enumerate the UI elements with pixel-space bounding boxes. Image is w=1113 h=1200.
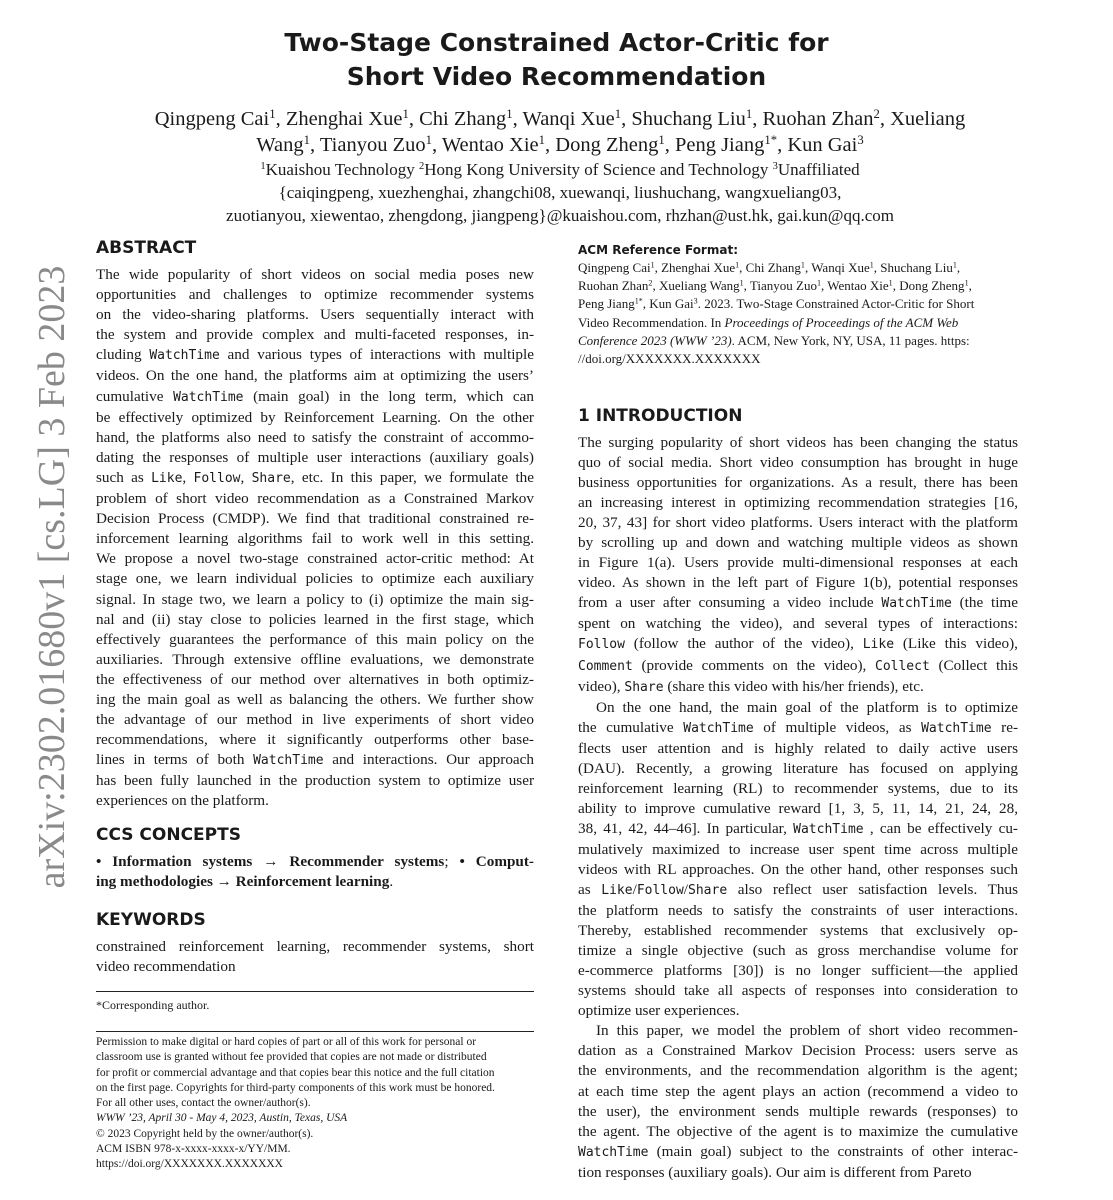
ccs-line-2: ing methodologies → Reinforcement learning. <box>96 873 394 891</box>
abstract-line: stage one, we learn individual policies to optimize each auxiliary <box>96 570 534 588</box>
intro-line: videos with RL approaches. On the other hand, other responses such <box>578 860 1018 878</box>
emails-line-1: {caiqingpeng, xuezhenghai, zhangchi08, xuewanqi, liushuchang, wangxueliang03, <box>278 183 842 202</box>
author-list <box>60 106 1060 158</box>
intro-line: The surging popularity of short videos has been changing the status <box>578 434 1018 451</box>
abstract-line: be effectively optimized by Reinforcement Learning. On the other <box>96 408 534 426</box>
isbn-line: ACM ISBN 978-x-xxxx-xxxx-x/YY/MM. <box>96 1143 291 1156</box>
abstract-line: recommendations, where it significantly outperforms other base- <box>96 731 534 749</box>
intro-line: in Figure 1(a). Users provide multi-dimensional responses at each <box>578 554 1018 572</box>
intro-line: 20, 37, 43] for short video platforms. Users interact with the platform <box>578 514 1018 532</box>
acm-ref-body <box>578 259 1018 368</box>
abstract-line: auxiliaries. Through extensive offline evaluations, we demonstrate <box>96 650 534 668</box>
ccs-line-1: • Information systems → Recommender systems; • Comput- <box>96 853 534 870</box>
intro-line: from a user after consuming a video include WatchTime (the time <box>578 594 1018 612</box>
title-line-2: Short Video Recommendation <box>346 62 767 91</box>
intro-line: Thereby, established recommender systems that exclusively op- <box>578 922 1018 940</box>
intro-line: the user), the environment sends multiple rewards (responses) to <box>578 1102 1018 1120</box>
abstract-line: hand, the platforms also need to satisfy the constraint of accommo- <box>96 428 534 446</box>
intro-line: optimize user experiences. <box>578 1002 740 1020</box>
intro-line: quo of social media. Short video consumption has brought in huge <box>578 454 1018 472</box>
abstract-line: problem of short video recommendation as a Constrained Markov <box>96 490 534 508</box>
permission-line: For all other uses, contact the owner/author(s). <box>96 1097 311 1110</box>
emails-line-2: zuotianyou, xiewentao, zhengdong, jiangpeng}@kuaishou.com, rhzhan@ust.hk, gai.kun@qq.com <box>226 206 894 225</box>
intro-lines <box>578 433 1018 1183</box>
intro-line: (DAU). Recently, a growing literature has focused on applying <box>578 759 1018 777</box>
intro-line: On the one hand, the main goal of the platform is to optimize <box>596 698 1018 716</box>
intro-line: flects user attention and is highly related to daily active users <box>578 739 1018 757</box>
abstract-line: cumulative WatchTime (main goal) in the long term, which can <box>96 387 534 405</box>
permission-line: for profit or commercial advantage and that copies bear this notice and the full citation <box>96 1066 495 1079</box>
ccs-body <box>96 852 534 892</box>
acm-ref-line: Conference 2023 (WWW ’23). ACM, New York, NY, USA, 11 pages. https: <box>578 332 970 348</box>
intro-line: mulatively maximized to increase user spent time across multiple <box>578 840 1018 858</box>
abstract-body <box>96 265 534 812</box>
permission-line: on the first page. Copyrights for third-party components of this work must be honored. <box>96 1081 495 1094</box>
doi-link[interactable]: https://doi.org/XXXXXXX.XXXXXXX <box>96 1158 283 1171</box>
permission-line: classroom use is granted without fee provided that copies are not made or distributed <box>96 1051 487 1064</box>
footnote-rule <box>96 991 534 992</box>
keywords-heading: KEYWORDS <box>96 910 206 930</box>
intro-line: reinforcement learning (RL) to recommender systems, due to its <box>578 779 1018 797</box>
abstract-line: has been fully launched in the production system to optimize user <box>96 772 534 790</box>
abstract-line: dating the responses of multiple user interactions (auxiliary goals) <box>96 448 534 466</box>
affiliations <box>60 158 1060 227</box>
intro-line: timize a single objective (such as gross merchandise volume for <box>578 942 1018 960</box>
permission-block <box>96 1035 534 1173</box>
intro-line: the agent. The objective of the agent is to maximize the cumulative <box>578 1122 1018 1140</box>
intro-line: WatchTime (main goal) subject to the constraints of other interac- <box>578 1142 1018 1160</box>
abstract-line: experiences on the platform. <box>96 792 269 810</box>
acm-ref-line: Ruohan Zhan$^2$, Xueliang Wang$^1$, Tianyou Zuo$^1$, Wentao Xie$^1$, Dong Zheng$^1$, <box>578 278 972 294</box>
title-line-1: Two-Stage Constrained Actor-Critic for <box>284 28 829 57</box>
paper-title <box>0 26 1113 94</box>
intro-line: In this paper, we model the problem of short video recommen- <box>596 1022 1018 1040</box>
intro-line: video), Share (share this video with his/her friends), etc. <box>578 677 924 695</box>
permission-lines <box>96 1035 534 1111</box>
abstract-line: inforcement learning algorithms fail to work well in this setting. <box>96 530 534 548</box>
abstract-line: the advantage of our method in live experiments of short video <box>96 711 534 729</box>
abstract-line: such as Like, Follow, Share, etc. In this paper, we formulate the <box>96 468 535 486</box>
intro-body <box>578 433 1018 1183</box>
abstract-heading: ABSTRACT <box>96 238 197 258</box>
abstract-line: opportunities and challenges to optimize recommender systems <box>96 286 534 304</box>
intro-line: 38, 41, 42, 44–46]. In particular, WatchTime , can be effectively cu- <box>578 819 1018 837</box>
ccs-heading: CCS CONCEPTS <box>96 825 241 845</box>
intro-line: an increasing interest in optimizing recommendation strategies [16, <box>578 494 1018 512</box>
intro-line: systems should take all aspects of responses into consideration to <box>578 982 1018 1000</box>
acm-ref-heading: ACM Reference Format: <box>578 243 738 257</box>
intro-line: Comment (provide comments on the video), Collect (Collect this <box>578 656 1018 674</box>
abstract-lines <box>96 265 534 812</box>
authors-line-2: Wang$^1$, Tianyou Zuo$^1$, Wentao Xie$^1$, Dong Zheng$^1$, Peng Jiang$^{1*}$, Kun Gai$^3$ <box>256 133 864 156</box>
venue-line: WWW ’23, April 30 - May 4, 2023, Austin, Texas, USA <box>96 1112 348 1125</box>
intro-heading: 1 INTRODUCTION <box>578 406 743 426</box>
intro-line: the platform needs to satisfy the constraints of user interactions. <box>578 902 1018 920</box>
intro-line: video. As shown in the left part of Figure 1(b), potential responses <box>578 574 1018 592</box>
intro-line: at each time step the agent plays an action (recommend a video to <box>578 1082 1018 1100</box>
abstract-line: Decision Process (CMDP). We find that traditional constrained re- <box>96 510 534 528</box>
intro-line: as Like/Follow/Share also reflect user satisfaction levels. Thus <box>578 881 1018 899</box>
permission-line: Permission to make digital or hard copies of part or all of this work for personal or <box>96 1036 477 1048</box>
acm-ref-line: Peng Jiang$^{1*}$, Kun Gai$^3$. 2023. Two-Stage Constrained Actor-Critic for Short <box>578 296 975 312</box>
acm-ref-lines <box>578 259 1018 368</box>
acm-ref-line: Qingpeng Cai$^1$, Zhenghai Xue$^1$, Chi Zhang$^1$, Wanqi Xue$^1$, Shuchang Liu$^1$, <box>578 260 961 275</box>
abstract-line: the system and provide complex and multi-faceted responses, in- <box>96 326 534 344</box>
keywords-line-2: video recommendation <box>96 958 236 976</box>
keywords-body <box>96 937 534 977</box>
affiliation-line: $^1$Kuaishou Technology $^2$Hong Kong University of Science and Technology $^3$Unaffiliated <box>260 160 860 179</box>
abstract-line: the effectiveness of our method over alternatives in both optimiz- <box>96 670 534 688</box>
intro-line: dation as a Constrained Markov Decision Process: users serve as <box>578 1042 1018 1060</box>
footnote: *Corresponding author. <box>96 998 210 1012</box>
intro-line: ability to improve cumulative reward [1, 3, 5, 11, 14, 21, 24, 28, <box>578 799 1018 817</box>
abstract-line: nal and (ii) stay close to policies learned in the first stage, which <box>96 610 534 628</box>
intro-line: e-commerce platforms [30]) is no longer sufficient—the applied <box>578 962 1018 980</box>
abstract-line: signal. In stage two, we learn a policy to (i) optimize the main sig- <box>96 590 534 608</box>
acm-ref-line: Video Recommendation. In Proceedings of Proceedings of the ACM Web <box>578 314 959 330</box>
arxiv-stamp-text: arXiv:2302.01680v1 [cs.LG] 3 Feb 2023 <box>31 265 73 889</box>
acm-ref-line: //doi.org/XXXXXXX.XXXXXXX <box>578 351 761 367</box>
intro-line: the cumulative WatchTime of multiple videos, as WatchTime re- <box>578 718 1019 736</box>
intro-line: by scrolling up and down and watching multiple videos as shown <box>578 534 1018 552</box>
abstract-line: lines in terms of both WatchTime and interactions. Our approach <box>96 751 534 769</box>
intro-line: spent on watching the video), and several types of interactions: <box>578 615 1018 633</box>
abstract-line: videos. On the one hand, the platforms aim at optimizing the users’ <box>96 367 534 385</box>
keywords-line-1: constrained reinforcement learning, recommender systems, short <box>96 938 534 955</box>
authors-line-1: Qingpeng Cai$^1$, Zhenghai Xue$^1$, Chi Zhang$^1$, Wanqi Xue$^1$, Shuchang Liu$^1$, Ruohan Zhan$^2$, Xueliang <box>154 107 966 130</box>
intro-line: tion responses (auxiliary goals). Our aim is different from Pareto <box>578 1163 972 1181</box>
abstract-line: effectively guarantees the performance of this main policy on the <box>96 630 534 648</box>
intro-line: the environments, and the recommendation algorithm is the agent; <box>578 1062 1018 1080</box>
abstract-line: ing the main goal as well as balancing the others. We further show <box>96 690 534 708</box>
intro-line: Follow (follow the author of the video), Like (Like this video), <box>578 635 1018 653</box>
intro-line: business opportunities for organizations. As a result, there has been <box>578 474 1018 492</box>
abstract-line: on the video-sharing platforms. Users sequentially interact with <box>96 306 534 324</box>
permission-rule <box>96 1031 534 1032</box>
abstract-line: The wide popularity of short videos on social media poses new <box>96 266 534 283</box>
copyright-line: © 2023 Copyright held by the owner/author(s). <box>96 1127 314 1140</box>
abstract-line: We propose a novel two-stage constrained actor-critic method: At <box>96 550 534 568</box>
abstract-line: cluding WatchTime and various types of interactions with multiple <box>96 346 534 364</box>
